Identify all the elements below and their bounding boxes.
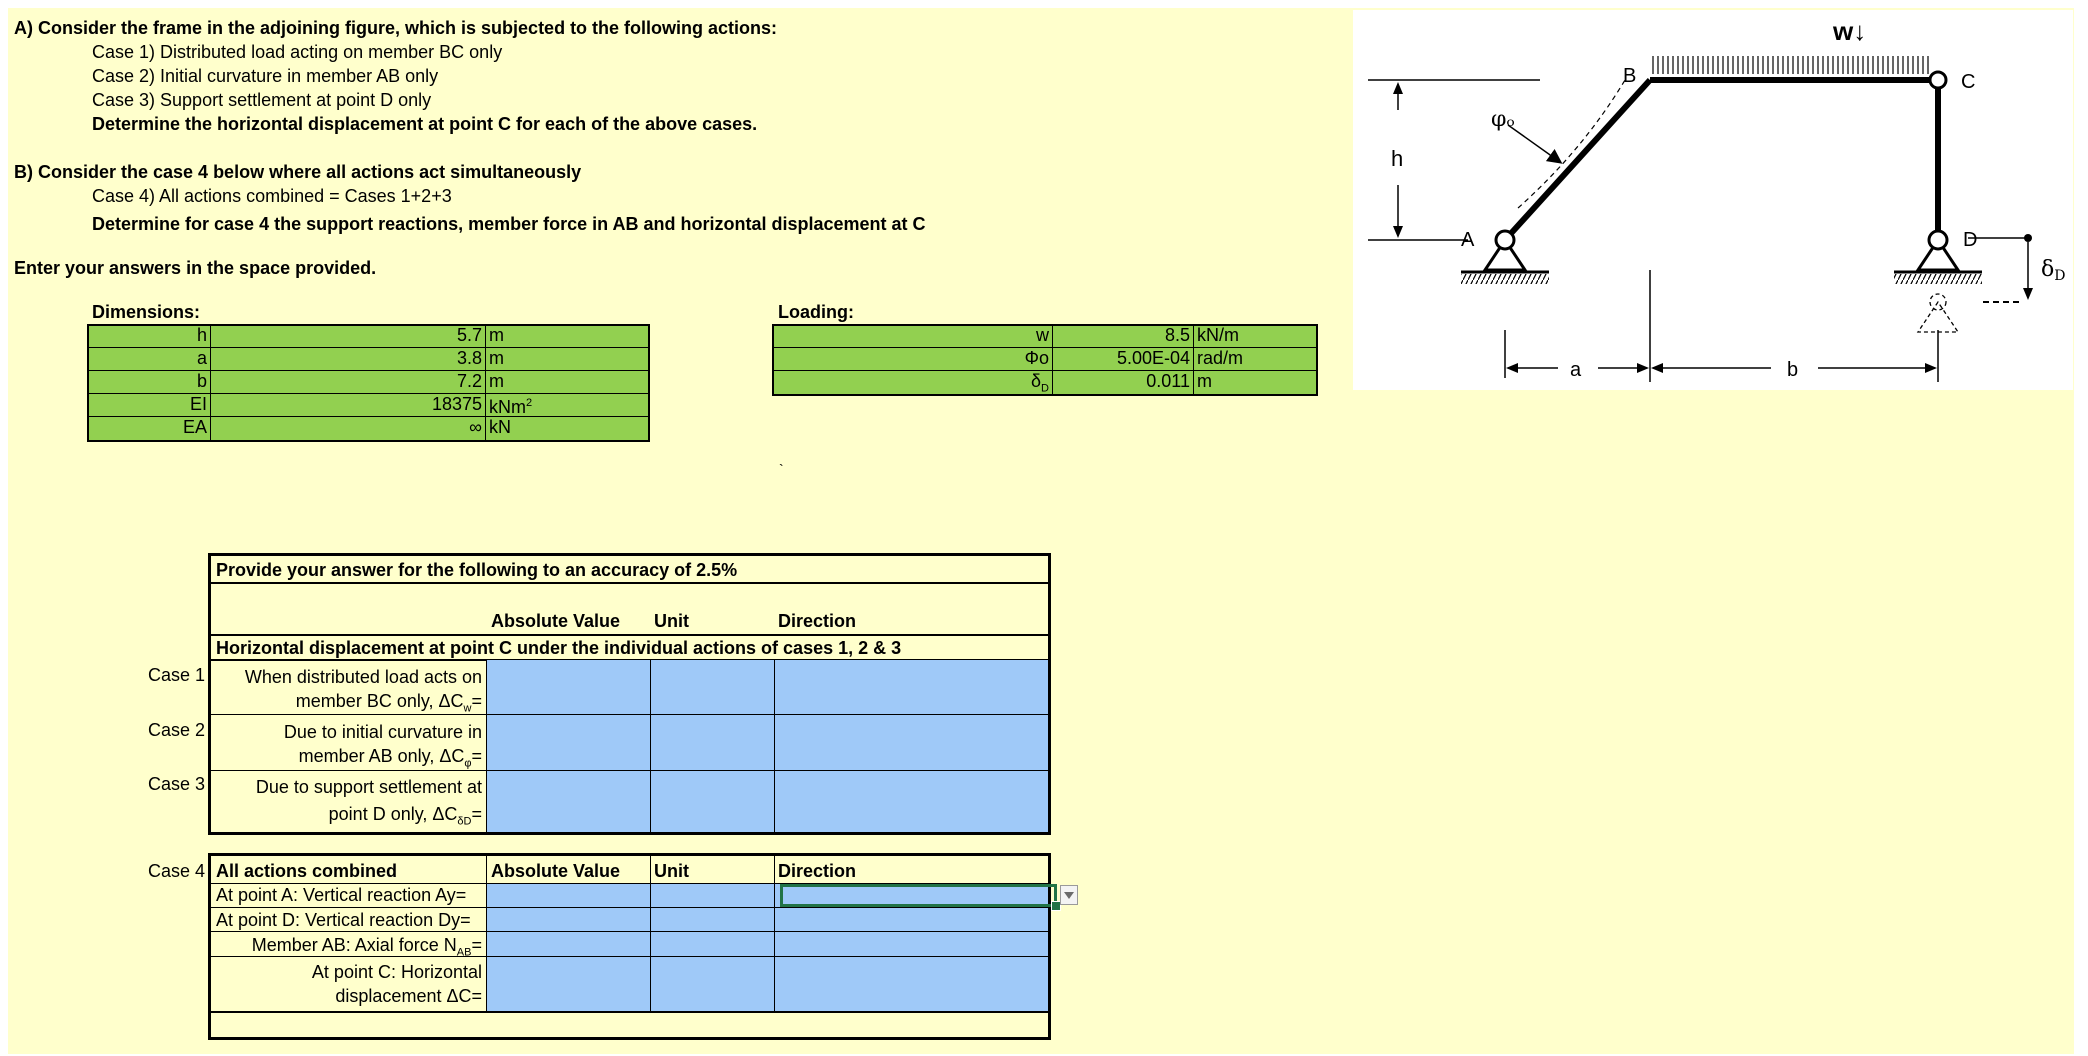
case4-row-dc-line1: At point C: Horizontal — [311, 962, 482, 982]
dim-unit-h: m — [489, 325, 504, 345]
section-individual-cases: Horizontal displacement at point C under the individual actions of cases 1, 2 & 3 — [216, 638, 902, 658]
case3-unit-input[interactable] — [653, 773, 772, 831]
case3-direction-input[interactable] — [777, 773, 1047, 831]
b-label: b — [1787, 359, 1799, 381]
node-a-label: A — [1461, 229, 1475, 251]
dim-label-a: a — [196, 348, 207, 368]
case4-title: All actions combined — [216, 861, 398, 881]
case2-text: Case 2) Initial curvature in member AB only — [92, 66, 439, 86]
case2-label: Case 2 — [148, 720, 206, 740]
load-value-phi[interactable]: 5.00E-04 — [1116, 348, 1190, 368]
case4-row-dy: At point D: Vertical reaction Dy= — [216, 910, 471, 930]
case2-direction-input[interactable] — [777, 718, 1047, 768]
dim-unit-ei: kNm$^2$ — [489, 397, 533, 417]
case3-desc-line1: Due to support settlement at — [255, 777, 482, 797]
ay-absolute-value-input[interactable] — [489, 885, 648, 906]
nab-absolute-value-input[interactable] — [489, 933, 648, 955]
node-c-label: C — [1961, 71, 1976, 93]
load-label-phi: Φo — [1024, 348, 1049, 368]
col-header-direction: Direction — [778, 611, 857, 631]
enter-answers-note: Enter your answers in the space provided. — [14, 258, 377, 278]
phi-label: φₒ — [1491, 107, 1515, 132]
delta-d-label: δD — [2041, 257, 2066, 284]
frame-diagram — [1353, 10, 2073, 390]
dim-value-ea[interactable]: ∞ — [469, 417, 482, 437]
case3-desc-line2: point D only, $\Delta C_{\delta D}=$ — [328, 804, 482, 828]
h-label: h — [1391, 146, 1404, 171]
delta-d-dimension — [1968, 234, 2033, 300]
dc-absolute-value-input[interactable] — [489, 958, 648, 1010]
load-value-w[interactable]: 8.5 — [1164, 325, 1190, 345]
dimensions-table — [87, 324, 650, 442]
node-d-label: D — [1963, 229, 1978, 251]
dim-label-ei: EI — [189, 394, 207, 414]
loading-table — [772, 324, 1318, 396]
case1-absolute-value-input[interactable] — [489, 668, 648, 712]
case3-label: Case 3 — [148, 774, 206, 794]
dim-unit-ea: kN — [489, 417, 511, 437]
accuracy-note: Provide your answer for the following to an accuracy of 2.5% — [216, 560, 738, 580]
load-unit-w: kN/m — [1197, 325, 1239, 345]
load-label-delta: $\delta_D$ — [1031, 371, 1049, 395]
dim-value-h[interactable]: 5.7 — [456, 325, 482, 345]
w-load-label: w↓ — [1833, 16, 1867, 46]
phi-arrow — [1508, 125, 1560, 162]
dim-label-ea: EA — [182, 417, 207, 437]
part-b-task: Determine for case 4 the support reactions, member force in AB and horizontal displacement at C — [92, 214, 926, 234]
case4-label: Case 4 — [148, 861, 206, 881]
dy-unit-input[interactable] — [653, 909, 772, 930]
part-b-title: B) Consider the case 4 below where all actions act simultaneously — [14, 162, 582, 182]
case4-col-absolute-value: Absolute Value — [491, 861, 621, 881]
nab-unit-input[interactable] — [653, 933, 772, 955]
load-value-delta[interactable]: 0.011 — [1146, 371, 1190, 391]
case2-unit-input[interactable] — [653, 718, 772, 768]
case1-unit-input[interactable] — [653, 668, 772, 712]
dim-label-b: b — [196, 371, 207, 391]
case3-absolute-value-input[interactable] — [489, 773, 648, 831]
a-label: a — [1570, 359, 1582, 381]
case2-absolute-value-input[interactable] — [489, 718, 648, 768]
loading-title: Loading: — [778, 302, 854, 322]
dim-value-ei[interactable]: 18375 — [431, 394, 482, 414]
distributed-load-hatch — [1653, 56, 1928, 74]
direction-dropdown-button[interactable] — [1060, 885, 1078, 905]
ay-unit-input[interactable] — [653, 885, 772, 906]
dc-unit-input[interactable] — [653, 958, 772, 1010]
frame-figure — [1353, 10, 2073, 390]
member-ab — [1505, 80, 1650, 240]
dim-unit-b: m — [489, 371, 504, 391]
case1-text: Case 1) Distributed load acting on member BC only — [92, 42, 503, 62]
dim-unit-a: m — [489, 348, 504, 368]
case4-row-dc-line2: displacement ΔC= — [335, 986, 482, 1006]
case4-row-ay: At point A: Vertical reaction Ay= — [216, 885, 467, 905]
load-unit-phi: rad/m — [1197, 348, 1244, 368]
case4-col-unit: Unit — [654, 861, 689, 881]
case4-text: Case 4) All actions combined = Cases 1+2+3 — [92, 186, 452, 206]
part-a-task: Determine the horizontal displacement at point C for each of the above cases. — [92, 114, 758, 134]
case1-label: Case 1 — [148, 665, 206, 685]
case1-desc-line2: member BC only, $\Delta C_w=$ — [295, 691, 482, 715]
dc-direction-input[interactable] — [777, 958, 1047, 1010]
case3-text: Case 3) Support settlement at point D only — [92, 90, 432, 110]
nab-direction-input[interactable] — [777, 933, 1047, 955]
part-a-title: A) Consider the frame in the adjoining figure, which is subjected to the following actions: — [14, 18, 778, 38]
dy-absolute-value-input[interactable] — [489, 909, 648, 930]
dimensions-title: Dimensions: — [92, 302, 201, 322]
case2-desc-line1: Due to initial curvature in — [283, 722, 482, 742]
dy-direction-input[interactable] — [777, 909, 1047, 930]
case4-row-nab: Member AB: Axial force $N_{AB}=$ — [251, 935, 482, 959]
node-b-label: B — [1623, 65, 1637, 87]
support-d-icon — [1894, 231, 2021, 332]
load-unit-delta: m — [1197, 371, 1212, 391]
case1-direction-input[interactable] — [777, 668, 1047, 712]
chevron-down-icon — [1064, 892, 1074, 899]
case2-desc-line2: member AB only, $\Delta C_\varphi=$ — [298, 746, 482, 770]
stray-mark: ` — [779, 461, 784, 477]
dim-label-h: h — [196, 325, 207, 345]
load-label-w: w — [1036, 325, 1049, 345]
hinge-c — [1930, 72, 1946, 88]
dim-value-b[interactable]: 7.2 — [456, 371, 482, 391]
ay-direction-input-selected[interactable] — [780, 884, 1057, 907]
col-header-unit: Unit — [654, 611, 689, 631]
case1-desc-line1: When distributed load acts on — [244, 667, 482, 687]
case4-col-direction: Direction — [778, 861, 857, 881]
col-header-absolute-value: Absolute Value — [491, 611, 621, 631]
dim-value-a[interactable]: 3.8 — [456, 348, 482, 368]
